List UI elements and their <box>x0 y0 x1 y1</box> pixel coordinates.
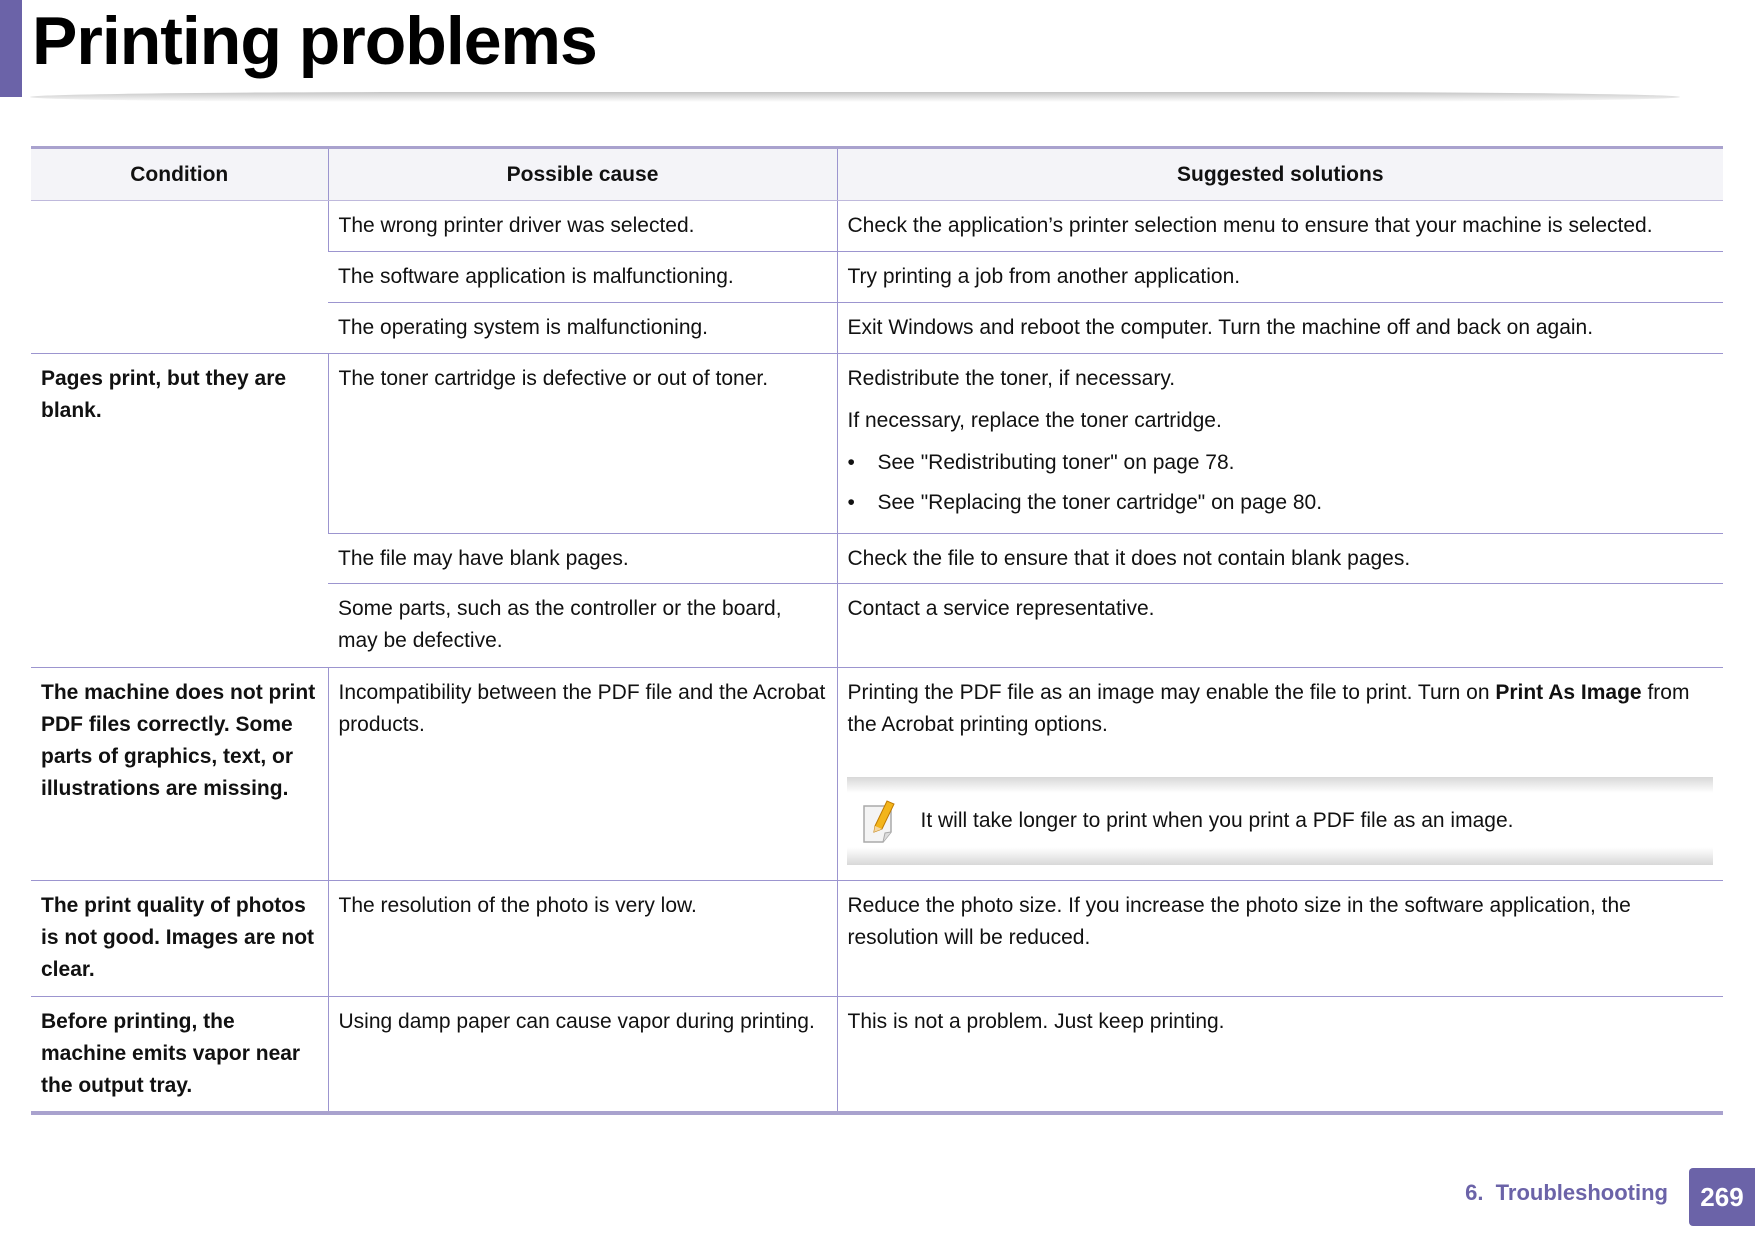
solution-cell <box>837 668 1723 881</box>
link-reference[interactable]: See "Redistributing toner" on page 78. <box>877 451 1235 474</box>
cause-cell: The file may have blank pages. <box>328 534 837 584</box>
bullet-item <box>848 447 1714 479</box>
page-number-badge: 269 <box>1689 1168 1755 1226</box>
note-text: It will take longer to print when you print a PDF file as an image. <box>920 809 1514 832</box>
cause-cell: The toner cartridge is defective or out of toner. <box>328 354 837 534</box>
footer-section-link[interactable]: 6. Troubleshooting <box>1465 1180 1668 1205</box>
header-condition: Condition <box>31 148 328 201</box>
solution-cell: This is not a problem. Just keep printing. <box>837 997 1723 1113</box>
page-title: Printing problems <box>32 3 597 79</box>
solution-cell: Exit Windows and reboot the computer. Turn the machine off and back on again. <box>837 303 1723 354</box>
condition-cell <box>31 201 328 354</box>
solution-cell: Check the file to ensure that it does not contain blank pages. <box>837 534 1723 584</box>
link-reference[interactable]: See "Replacing the toner cartridge" on page 80. <box>877 491 1323 514</box>
solution-cell <box>837 354 1723 534</box>
solution-text: from the Acrobat printing options. <box>847 681 1690 736</box>
table-row <box>31 354 1723 534</box>
condition-cell: The machine does not print PDF files correctly. Some parts of graphics, text, or illustrations are missing. <box>31 668 328 881</box>
bullet-icon: • <box>847 491 855 514</box>
solution-text: Redistribute the toner, if necessary. <box>847 367 1176 390</box>
title-underline <box>30 92 1680 102</box>
bullet-icon: • <box>847 451 855 474</box>
solution-text: If necessary, replace the toner cartridge. <box>847 409 1222 432</box>
solution-cell: Reduce the photo size. If you increase the photo size in the software application, the resolution will be reduced. <box>837 881 1723 997</box>
condition-cell: The print quality of photos is not good. Images are not clear. <box>31 881 328 997</box>
cause-cell: The resolution of the photo is very low. <box>328 881 837 997</box>
solution-cell: Try printing a job from another application. <box>837 252 1723 303</box>
condition-cell: Pages print, but they are blank. <box>31 354 328 668</box>
table-row <box>31 668 1723 881</box>
note-pencil-icon <box>861 798 901 844</box>
table-row <box>31 881 1723 997</box>
cause-cell: Incompatibility between the PDF file and the Acrobat products. <box>328 668 837 881</box>
header-possible-cause: Possible cause <box>328 148 837 201</box>
header-suggested-solutions: Suggested solutions <box>837 148 1723 201</box>
condition-cell: Before printing, the machine emits vapor near the output tray. <box>31 997 328 1113</box>
table-header-row <box>31 148 1723 201</box>
cause-cell: Some parts, such as the controller or the board, may be defective. <box>328 584 837 668</box>
table-row <box>31 201 1723 252</box>
bullet-item <box>848 487 1714 519</box>
table-row <box>31 997 1723 1113</box>
cause-cell: The software application is malfunctioning. <box>328 252 837 303</box>
option-name: Print As Image <box>1495 681 1642 704</box>
cause-cell: The wrong printer driver was selected. <box>328 201 837 252</box>
solution-cell: Contact a service representative. <box>837 584 1723 668</box>
note-box <box>847 777 1713 865</box>
solution-text: Printing the PDF file as an image may enable the file to print. Turn on <box>847 681 1496 704</box>
cause-cell: Using damp paper can cause vapor during printing. <box>328 997 837 1113</box>
chapter-accent-bar <box>0 0 22 97</box>
solution-cell: Check the application’s printer selection menu to ensure that your machine is selected. <box>837 201 1723 252</box>
cause-cell: The operating system is malfunctioning. <box>328 303 837 354</box>
troubleshooting-table <box>31 146 1723 1115</box>
